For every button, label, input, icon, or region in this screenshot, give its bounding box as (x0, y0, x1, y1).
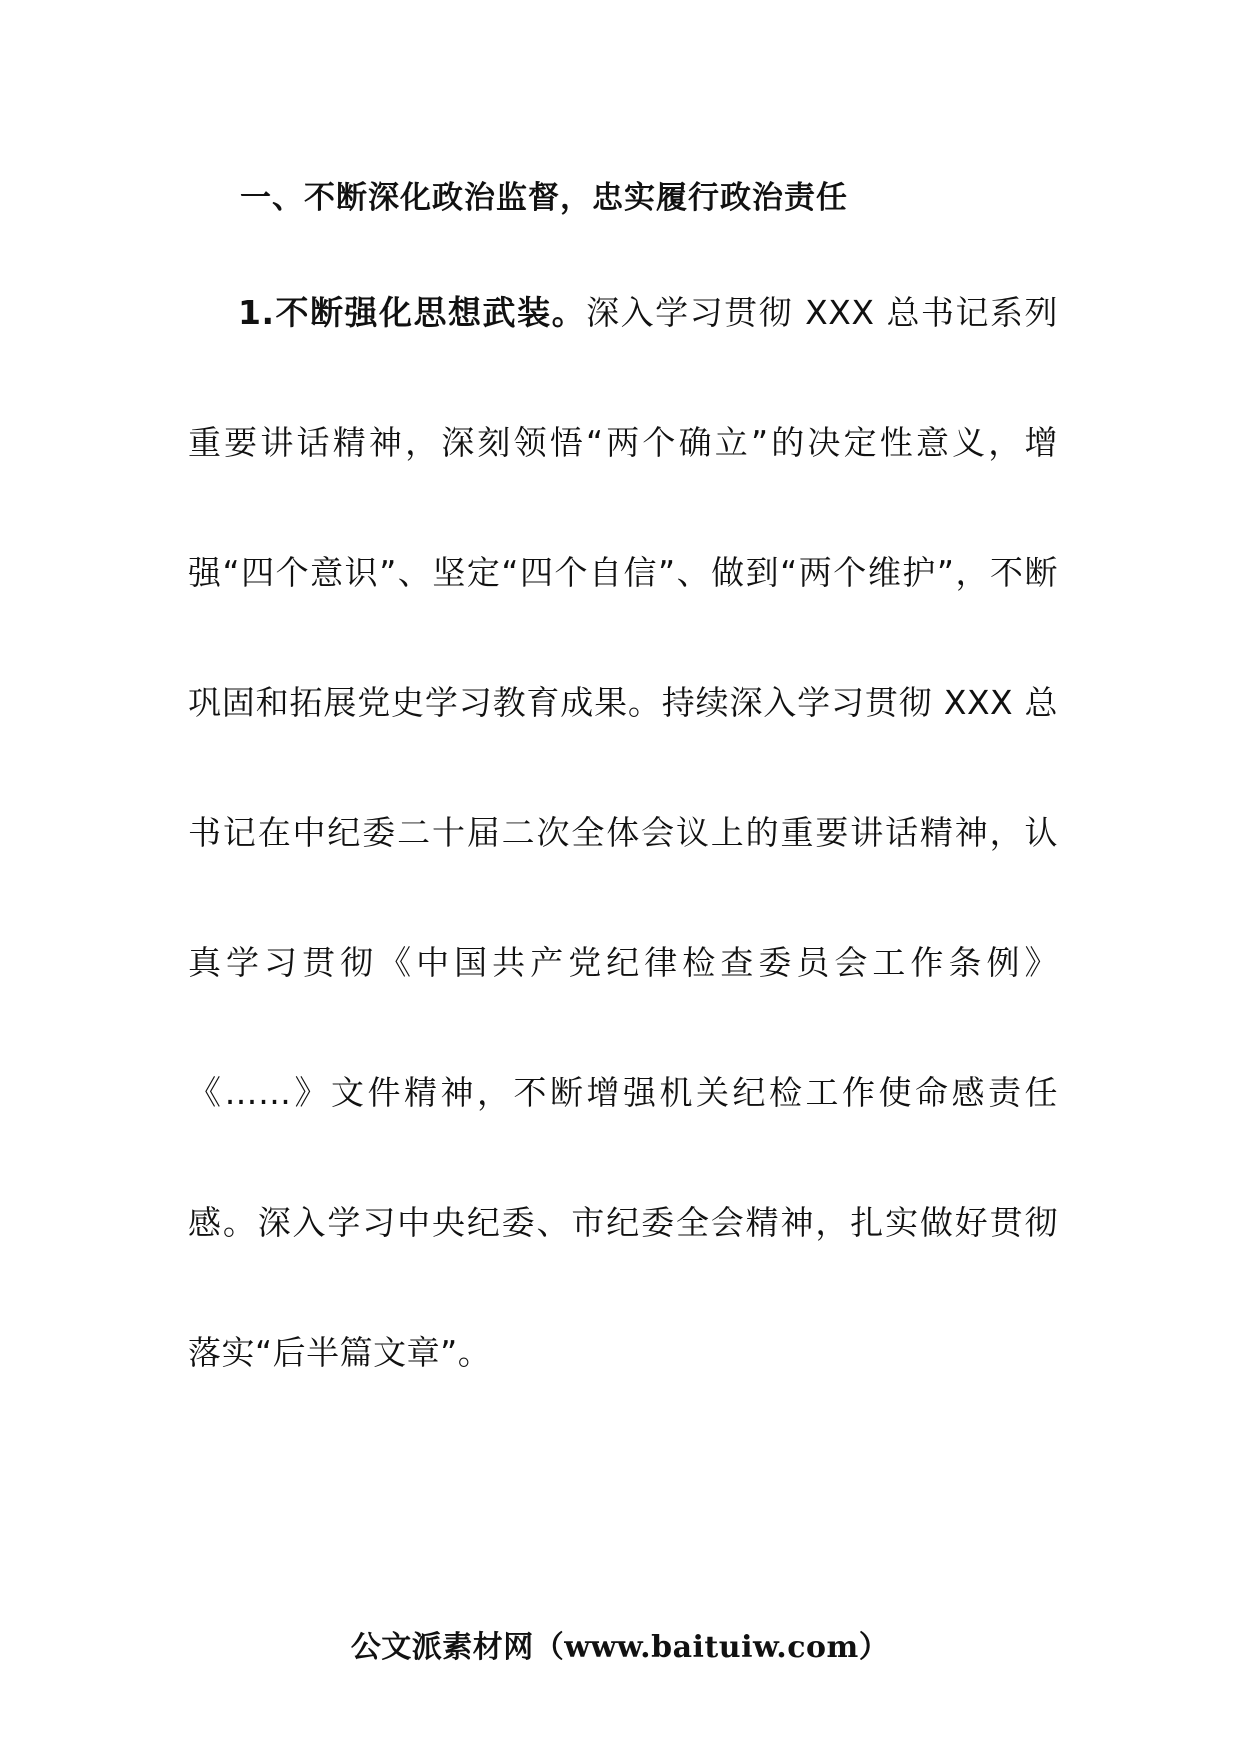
source-footer: 公文派素材网（www.baituiw.com） (350, 1630, 890, 1665)
section-heading: 一、不断深化政治监督，忠实履行政治责任 (240, 180, 848, 216)
paragraph-body: 深入学习贯彻 XXX 总书记系列重要讲话精神，深刻领悟“两个确立”的决定性意义，增强“四个意识”、坚定“四个自信”、做到“两个维护”，不断巩固和拓展党史学习教育成果。持续深入学习贯彻 XXX 总书记在中纪委二十届二次全体会议上的重要讲话精神，认真学习贯彻《中国共产党纪律检查委员会工作条例》《……》文件精神，不断增强机关纪检工作使命感责任感。深入学习中央纪委、市纪委全会精神，扎实做好贯彻落实“后半篇文章”。 (188, 293, 1058, 1372)
paragraph-lead: 1.不断强化思想武装。 (238, 293, 587, 332)
body-paragraph (188, 248, 1058, 1418)
